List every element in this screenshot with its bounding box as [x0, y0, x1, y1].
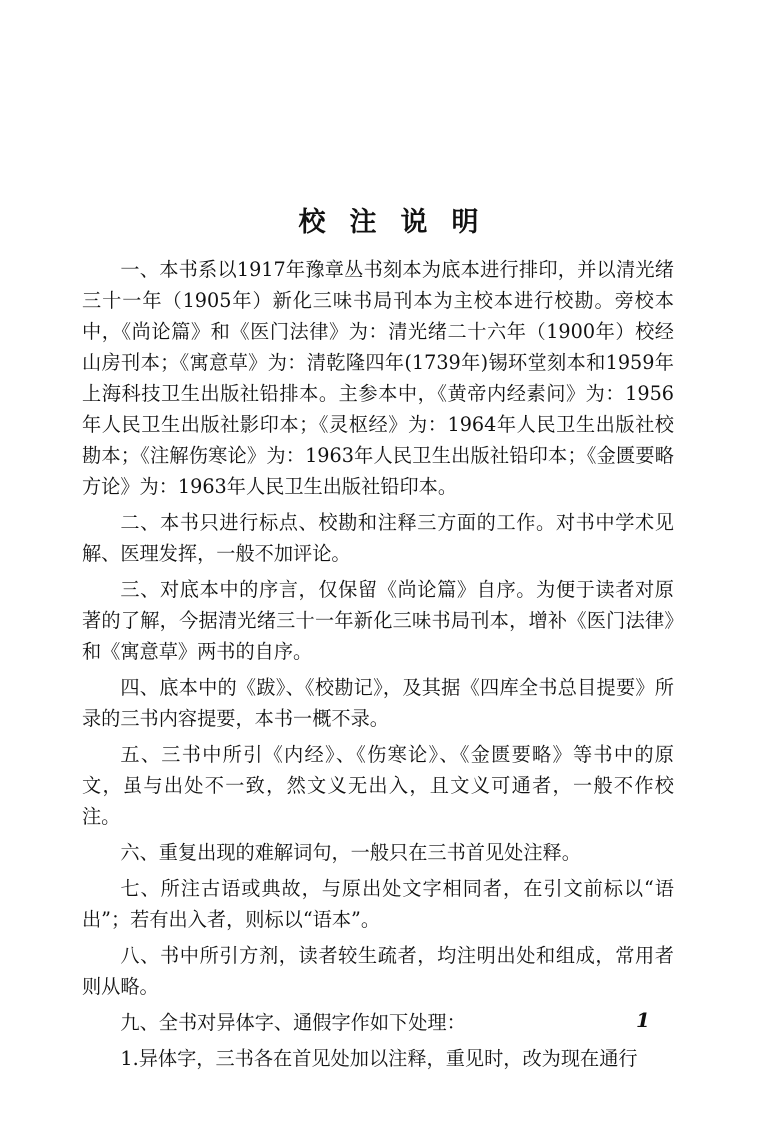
body-text	[82, 254, 674, 1074]
paragraph-9: 九、全书对异体字、通假字作如下处理：	[120, 1011, 466, 1034]
paragraph-2: 二、本书只进行标点、校勘和注释三方面的工作。对书中学术见解、医理发挥，一般不加评论。	[82, 511, 674, 565]
paragraph-3: 三、对底本中的序言，仅保留《尚论篇》自序。为便于读者对原著的了解，今据清光绪三十一年新化三味书局刊本，增补《医门法律》和《寓意草》两书的自序。	[82, 578, 674, 663]
page-title: 校注说明	[298, 207, 503, 239]
paragraph-10: 1.异体字，三书各在首见处加以注释，重见时，改为现在通行	[120, 1047, 638, 1070]
paragraph-4: 四、底本中的《跋》、《校勘记》，及其据《四库全书总目提要》所录的三书内容提要，本书一概不录。	[82, 676, 674, 730]
paragraph-5: 五、三书中所引《内经》、《伤寒论》、《金匮要略》等书中的原文，虽与出处不一致，然文义无出入，且文义可通者，一般不作校注。	[82, 743, 674, 828]
paragraph-6: 六、重复出现的难解词句，一般只在三书首见处注释。	[120, 841, 581, 864]
paragraph-7: 七、所注古语或典故，与原出处文字相同者，在引文前标以“语出”；若有出入者，则标以“语本”。	[82, 877, 674, 931]
paragraph-1: 一、本书系以1917年豫章丛书刻本为底本进行排印，并以清光绪三十一年（1905年）新化三味书局刊本为主校本进行校勘。旁校本中，《尚论篇》和《医门法律》为：清光绪二十六年（1900年）校经山房刊本；《寓意草》为：清乾隆四年(1739年)锡环堂刻本和1959年上海科技卫生出版社铅排本。主参本中，《黄帝内经素问》为：1956年人民卫生出版社影印本；《灵枢经》为：1964年人民卫生出版社校勘本；《注解伤寒论》为：1963年人民卫生出版社铅印本；《金匮要略方论》为：1963年人民卫生出版社铅印本。	[82, 258, 674, 498]
paragraph-8: 八、书中所引方剂，读者较生疏者，均注明出处和组成，常用者则从略。	[82, 944, 674, 998]
page-number: 1	[636, 1008, 650, 1032]
